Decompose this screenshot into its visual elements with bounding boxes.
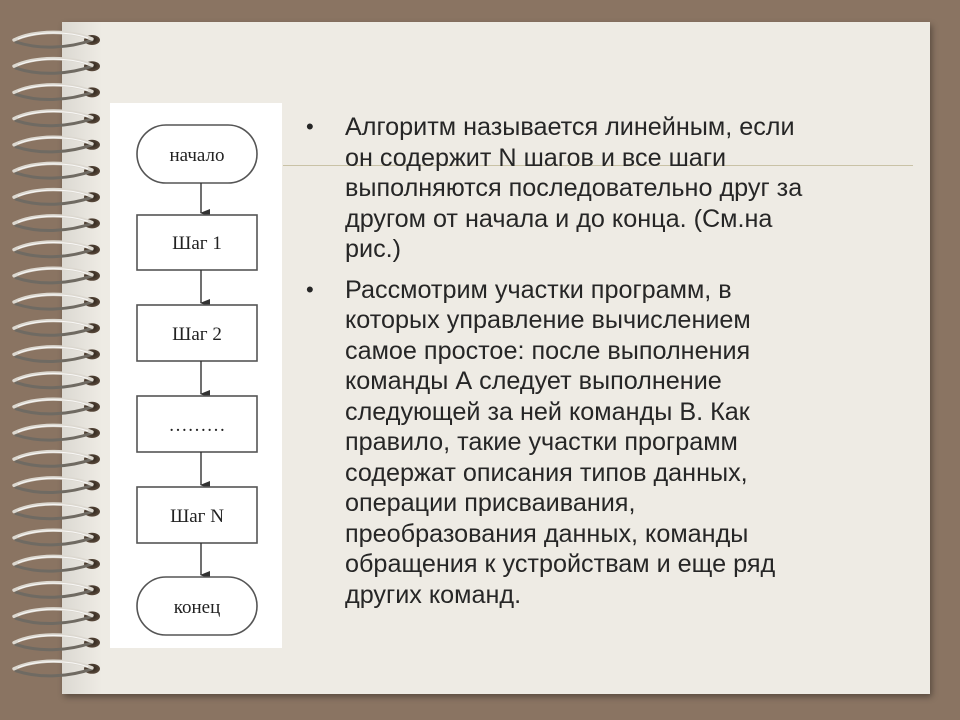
bullet-line: операции присваивания, [345, 489, 636, 517]
bullet-line: другом от начала и до конца. (См.на [345, 204, 773, 233]
spiral-coil [14, 111, 100, 126]
spiral-coil [14, 137, 100, 152]
spiral-coil [14, 216, 100, 231]
spiral-coil [14, 530, 100, 545]
bullet-line: содержат описания типов данных, [345, 458, 748, 487]
flowchart-panel [110, 103, 282, 648]
spiral-coil [14, 452, 100, 467]
flowchart-step-n-label: Шаг N [170, 506, 224, 527]
bullet-line: самое простое: после выполнения [345, 336, 751, 365]
bullet-line: он содержит N шагов и все шаги [345, 143, 727, 172]
spiral-coil [14, 268, 100, 283]
flowchart-start-label: начало [169, 145, 225, 166]
flowchart-end-label: конец [173, 597, 221, 618]
spiral-coil [14, 85, 100, 100]
bullet-list [300, 112, 900, 620]
spiral-coil [14, 321, 100, 336]
spiral-coil [14, 59, 100, 74]
spiral-coil [14, 294, 100, 309]
bullet-icon: • [306, 114, 314, 139]
bullet-item-program-sections [300, 275, 900, 611]
flowchart-step-2-label: Шаг 2 [172, 324, 222, 345]
bullet-line: правило, такие участки программ [345, 428, 738, 456]
bullet-line: выполняются последовательно друг за [345, 174, 803, 202]
spiral-coil [14, 425, 100, 440]
bullet-line: других команд. [345, 580, 522, 609]
bullet-line: Алгоритм называется линейным, если [345, 113, 795, 141]
bullet-line: обращения к устройствам и еще ряд [345, 550, 776, 578]
bullet-line: которых управление вычислением [345, 306, 751, 334]
spiral-coil [14, 399, 100, 414]
bullet-line: рис.) [345, 235, 402, 263]
spiral-coil [14, 190, 100, 205]
spiral-coil [14, 583, 100, 598]
spiral-coil [14, 504, 100, 519]
spiral-coil [14, 661, 100, 676]
bullet-line: преобразования данных, команды [345, 519, 749, 548]
bullet-line: следующей за ней команды В. Как [345, 397, 750, 426]
spiral-coil [14, 635, 100, 650]
spiral-coil [14, 556, 100, 571]
spiral-coil [14, 32, 100, 47]
flowchart-diagram [110, 103, 282, 648]
spiral-coil [14, 373, 100, 388]
spiral-coil [14, 478, 100, 493]
bullet-icon: • [306, 276, 314, 302]
spiral-binding-icon [0, 0, 110, 720]
bullet-item-linear-definition [300, 112, 900, 265]
flowchart-step-1-label: Шаг 1 [172, 233, 222, 254]
spiral-coil [14, 163, 100, 178]
flowchart-ellipsis-label: ……… [168, 415, 226, 436]
bullet-line: команды А следует выполнение [345, 367, 722, 395]
spiral-coil [14, 242, 100, 257]
bullet-line: Рассмотрим участки программ, в [345, 275, 732, 304]
spiral-coil [14, 347, 100, 362]
spiral-coil [14, 609, 100, 624]
